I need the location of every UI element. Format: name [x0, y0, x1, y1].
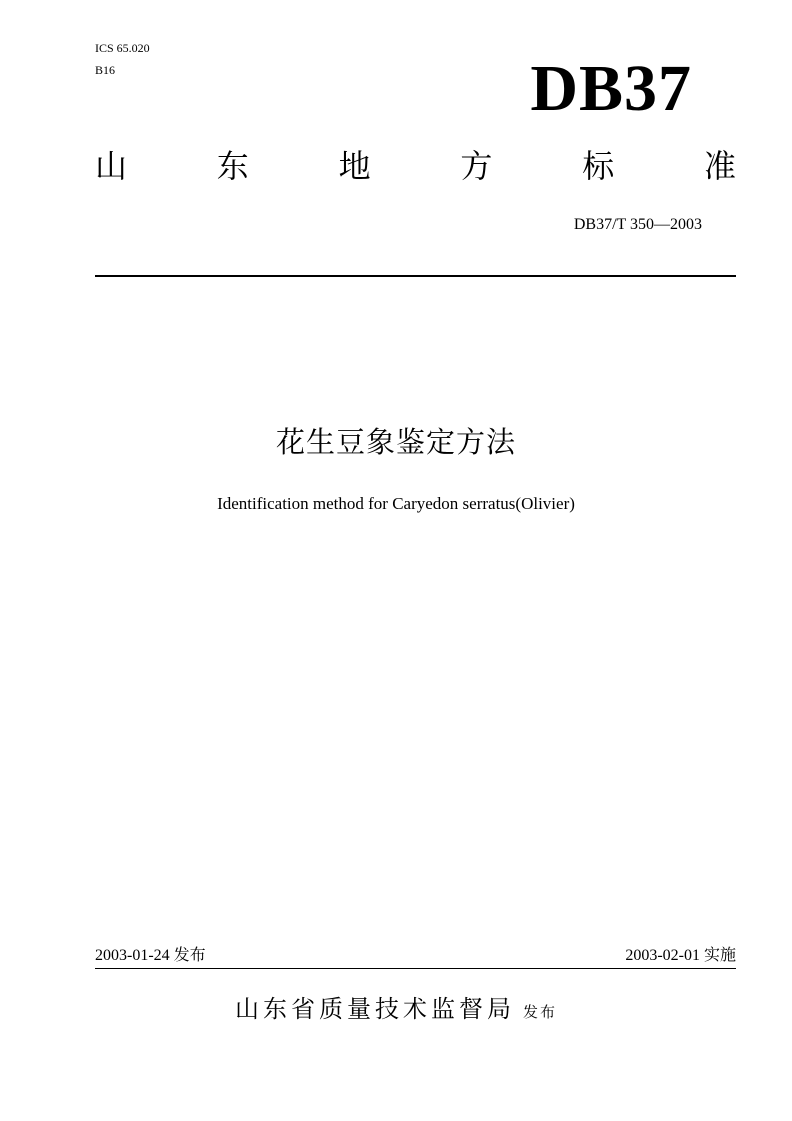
issuer-line — [0, 990, 792, 1031]
header-divider — [95, 275, 736, 277]
footer-divider — [95, 968, 736, 969]
standard-type-char: 准 — [703, 147, 736, 185]
document-title-en: Identification method for Caryedon serratus(Olivier) — [217, 494, 575, 513]
standard-type-char: 东 — [216, 147, 249, 185]
standard-number: DB37/T 350—2003 — [573, 216, 702, 233]
db-code: DB37 — [530, 52, 692, 125]
implementation-date: 2003-02-01 实施 — [625, 947, 736, 964]
issuer-name: 山东省质量技术监督局 — [234, 995, 515, 1023]
standard-type-char: 标 — [582, 147, 615, 185]
standard-type-char: 方 — [460, 147, 493, 185]
ics-code: ICS 65.020 — [95, 41, 150, 55]
release-date: 2003-01-24 发布 — [95, 947, 206, 964]
document-title-zh: 花生豆象鉴定方法 — [275, 425, 516, 459]
issuer-suffix: 发布 — [522, 1003, 557, 1021]
standard-type-title — [95, 146, 736, 186]
standard-type-char: 山 — [95, 147, 128, 185]
standard-type-char: 地 — [338, 147, 371, 185]
ccs-code: B16 — [95, 63, 116, 77]
